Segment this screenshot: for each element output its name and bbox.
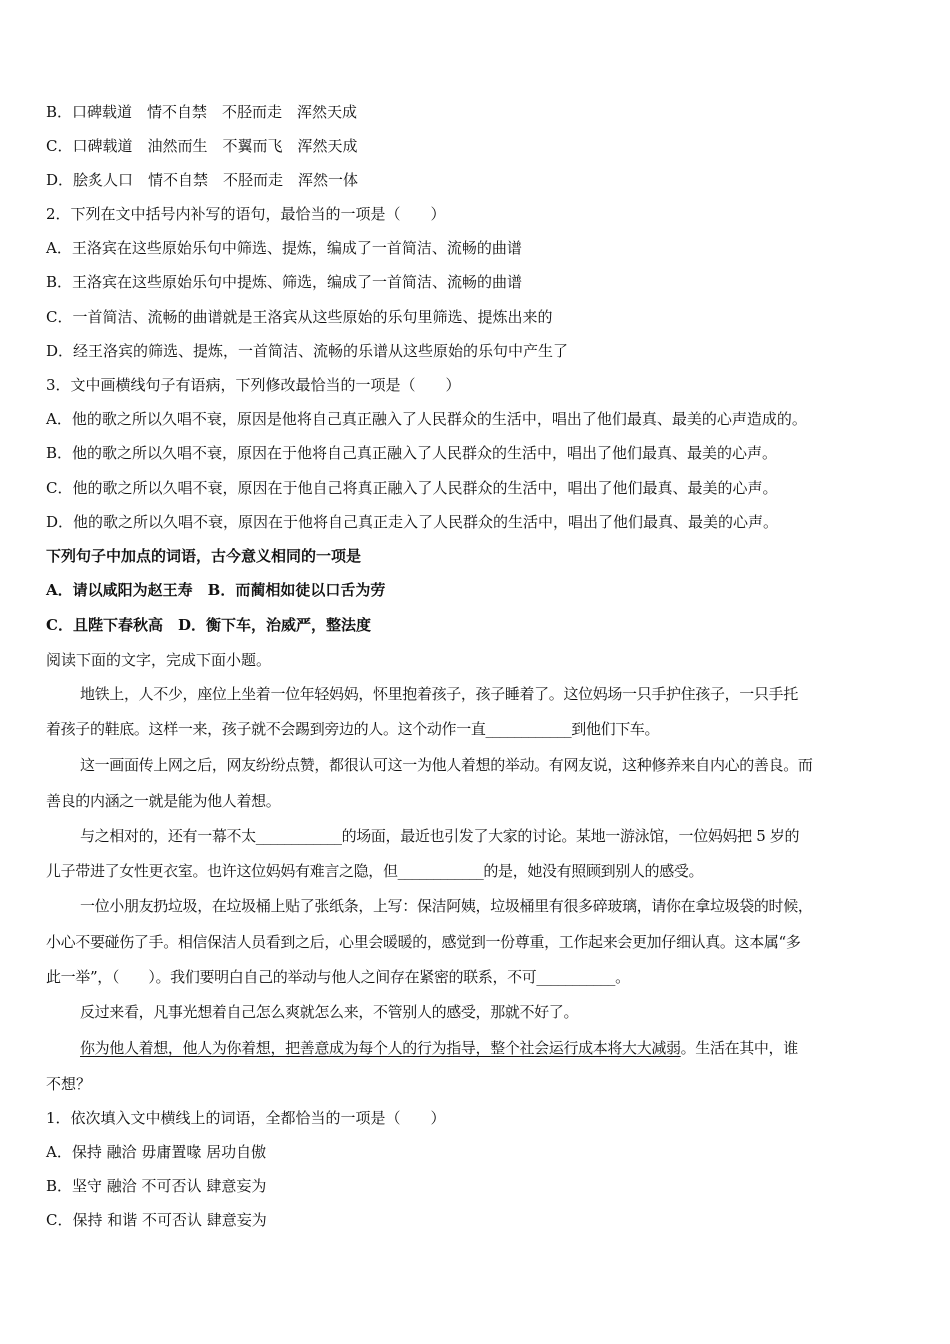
q2-stem: 2．下列在文中括号内补写的语句，最恰当的一项是（ ）: [46, 205, 446, 223]
q3-option-c: C．他的歌之所以久唱不衰，原因在于他自己将真正融入了人民群众的生活中，唱出了他们最真、最美的心声。: [46, 479, 778, 497]
q3-option-b: B．他的歌之所以久唱不衰，原因在于他将自己真正融入了人民群众的生活中，唱出了他们最真、最美的心声。: [46, 444, 778, 462]
q3-stem: 3．文中画横线句子有语病，下列修改最恰当的一项是（ ）: [46, 376, 461, 394]
q2-option-c: C．一首简洁、流畅的曲谱就是王洛宾从这些原始的乐句里筛选、提炼出来的: [46, 308, 553, 326]
passage-p5: 反过来看，凡事光想着自己怎么爽就怎么来，不管别人的感受，那就不好了。: [80, 1003, 579, 1021]
q2-option-b: B．王洛宾在这些原始乐句中提炼、筛选，编成了一首简洁、流畅的曲谱: [46, 273, 523, 291]
passage-p2-line2: 善良的内涵之一就是能为他人着想。: [46, 792, 281, 810]
subq1-option-b: B．坚守 融洽 不可否认 肆意妄为: [46, 1177, 267, 1195]
passage-p1-line1: 地铁上，人不少，座位上坐着一位年轻妈妈，怀里抱着孩子，孩子睡着了。这位妈场一只手护住孩子，一只手托: [80, 685, 798, 703]
subq1-stem: 1．依次填入文中横线上的词语，全都恰当的一项是（ ）: [46, 1109, 446, 1127]
passage-p1-line2: 着孩子的鞋底。这样一来，孩子就不会踢到旁边的人。这个动作一直____________到他们下车。: [46, 720, 660, 738]
subq1-option-c: C．保持 和谐 不可否认 肆意妄为: [46, 1211, 267, 1229]
passage-p6-line2: 不想？: [46, 1075, 92, 1093]
subq1-option-a: A．保持 融洽 毋庸置喙 居功自傲: [46, 1143, 267, 1161]
passage-p3-line2: 儿子带进了女性更衣室。也许这位妈妈有难言之隐，但____________的是，她没有照顾到别人的感受。: [46, 862, 704, 880]
q1-option-b: B．口碑载道 情不自禁 不胫而走 浑然天成: [46, 103, 358, 121]
passage-p3-line1: 与之相对的，还有一幕不太____________的场面，最近也引发了大家的讨论。某地一游泳馆，一位妈妈把 5 岁的: [80, 827, 800, 845]
q2-option-a: A．王洛宾在这些原始乐句中筛选、提炼，编成了一首简洁、流畅的曲谱: [46, 239, 522, 257]
passage-p4-line3: 此一举”，（ ）。我们要明白自己的举动与他人之间存在紧密的联系，不可___________。: [46, 968, 630, 986]
passage-p6-line1: [80, 1038, 798, 1058]
q2-option-d: D．经王洛宾的筛选、提炼，一首简洁、流畅的乐谱从这些原始的乐句中产生了: [46, 342, 569, 360]
q1-option-c: C．口碑载道 油然而生 不翼而飞 浑然天成: [46, 137, 358, 155]
classical-options-ab: A．请以咸阳为赵王寿 B．而蔺相如徒以口舌为劳: [46, 581, 386, 599]
classical-options-cd: C．且陛下春秋高 D．衡下车，治威严，整法度: [46, 616, 371, 634]
passage-p4-line1: 一位小朋友扔垃圾，在垃圾桶上贴了张纸条，上写：保洁阿姨，垃圾桶里有很多碎玻璃，请你在拿垃圾袋的时候，: [80, 897, 813, 915]
passage-p2-line1: 这一画面传上网之后，网友纷纷点赞，都很认可这一为他人着想的举动。有网友说，这种修养来自内心的善良。而: [80, 756, 813, 774]
reading-intro: 阅读下面的文字，完成下面小题。: [46, 651, 272, 669]
passage-p6-rest: 。生活在其中，谁: [680, 1039, 798, 1057]
passage-p4-line2: 小心不要碰伤了手。相信保洁人员看到之后，心里会暖暖的，感觉到一份尊重，工作起来会更加仔细认真。这本属“多: [46, 933, 801, 951]
q3-option-d: D．他的歌之所以久唱不衰，原因在于他将自己真正走入了人民群众的生活中，唱出了他们最真、最美的心声。: [46, 513, 779, 531]
q3-option-a: A．他的歌之所以久唱不衰，原因是他将自己真正融入了人民群众的生活中，唱出了他们最真、最美的心声造成的。: [46, 410, 807, 428]
underlined-sentence: 你为他人着想，他人为你着想，把善意成为每个人的行为指导，整个社会运行成本将大大减弱: [80, 1039, 681, 1057]
classical-stem: 下列句子中加点的词语，古今意义相同的一项是: [46, 547, 362, 565]
q1-option-d: D．脍炙人口 情不自禁 不胫而走 浑然一体: [46, 171, 359, 189]
